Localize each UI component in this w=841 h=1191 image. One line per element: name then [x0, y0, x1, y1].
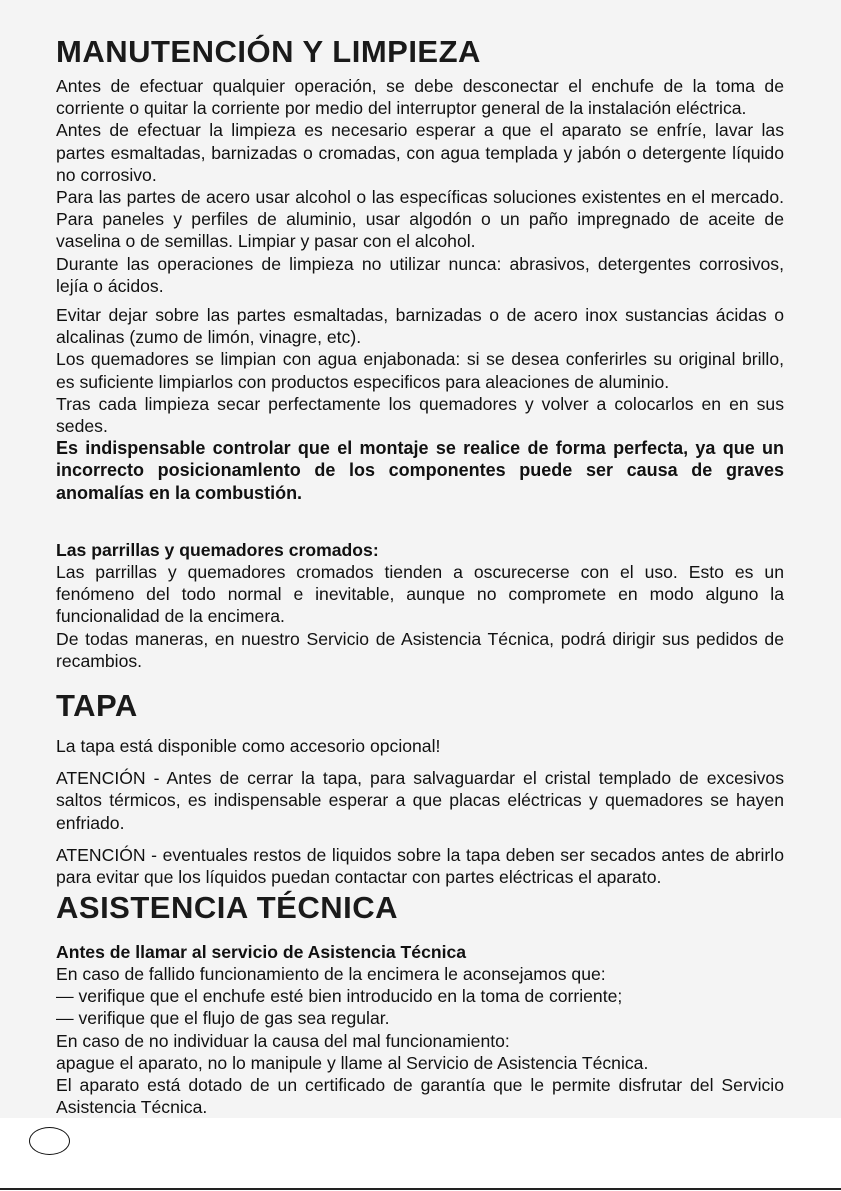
maintenance-paragraph: Durante las operaciones de limpieza no utilizar nunca: abrasivos, detergentes corrosivos, lejía o ácidos.: [56, 253, 784, 296]
lid-section: [56, 690, 784, 888]
grills-paragraph: Las parrillas y quemadores cromados tienden a oscurecerse con el uso. Esto es un fenómeno del todo normal e inevitable, aunque no compromete en modo alguno la funcionalidad de la encimera.: [56, 562, 784, 627]
lid-intro: La tapa está disponible como accesorio opcional!: [56, 736, 441, 756]
lid-attention-2: ATENCIÓN - eventuales restos de liquidos sobre la tapa deben ser secados antes de abrirlo para evitar que los líquidos puedan contactar con partes eléctricas el aparato.: [56, 844, 784, 888]
maintenance-paragraph: Evitar dejar sobre las partes esmaltadas, barnizadas o de acero inox sustancias ácidas o alcalinas (zumo de limón, vinagre, etc).: [56, 305, 784, 348]
grills-section: [56, 539, 784, 672]
maintenance-paragraph: Para las partes de acero usar alcohol o las específicas soluciones existentes en el mercado. Para paneles y perfiles de aluminio, usar algodón o un paño impregnado de aceite de vaselina o de semillas. Limpiar y pasar con el alcohol.: [56, 187, 784, 252]
maintenance-section: [56, 36, 784, 504]
maintenance-paragraphs: [56, 75, 784, 504]
maintenance-paragraph: Antes de efectuar la limpieza es necesario esperar a que el aparato se enfríe, lavar las partes esmaltadas, barnizadas o cromadas, con agua templada y jabón o detergente líquido no corrosivo.: [56, 120, 784, 185]
bottom-rule: [0, 1188, 841, 1190]
support-line: — verifique que el enchufe esté bien introducido en la toma de corriente;: [56, 986, 623, 1007]
maintenance-title: MANUTENCIÓN Y LIMPIEZA: [56, 34, 481, 69]
page-number-circle: [29, 1127, 70, 1155]
support-closing: El aparato está dotado de un certificado de garantía que le permite disfrutar del Servicio Asistencia Técnica.: [56, 1075, 784, 1118]
support-section: [56, 892, 784, 1118]
lid-title: TAPA: [56, 688, 138, 723]
grills-subtitle: Las parrillas y quemadores cromados:: [56, 540, 379, 560]
support-line: — verifique que el flujo de gas sea regular.: [56, 1008, 390, 1029]
support-line: apague el aparato, no lo manipule y llame al Servicio de Asistencia Técnica.: [56, 1052, 649, 1073]
maintenance-paragraph: Tras cada limpieza secar perfectamente los quemadores y volver a colocarlos en en sus sedes.: [56, 393, 784, 437]
support-title: ASISTENCIA TÉCNICA: [56, 890, 398, 925]
support-line: En caso de no individuar la causa del mal funcionamiento:: [56, 1030, 510, 1051]
maintenance-paragraph: Los quemadores se limpian con agua enjabonada: si se desea conferirles su original brillo, es suficiente limpiarlos con productos especificos para aleaciones de aluminio.: [56, 349, 784, 392]
maintenance-warning: Es indispensable controlar que el montaje se realice de forma perfecta, ya que un incorrecto posicionamlento de los componentes puede ser causa de graves anomalías en la combustión.: [56, 438, 784, 503]
maintenance-paragraph: Antes de efectuar qualquier operación, se debe desconectar el enchufe de la toma de corriente o quitar la corriente por medio del interruptor general de la instalación eléctrica.: [56, 76, 784, 119]
grills-paragraph: De todas maneras, en nuestro Servicio de Asistencia Técnica, podrá dirigir sus pedidos de recambios.: [56, 628, 784, 671]
lid-attention-1: ATENCIÓN - Antes de cerrar la tapa, para salvaguardar el cristal templado de excesivos saltos térmicos, es indispensable esperar a que placas eléctricas y quemadores se hayen enfriado.: [56, 768, 784, 833]
support-line: En caso de fallido funcionamiento de la encimera le aconsejamos que:: [56, 964, 606, 984]
support-subtitle: Antes de llamar al servicio de Asistencia Técnica: [56, 942, 467, 962]
